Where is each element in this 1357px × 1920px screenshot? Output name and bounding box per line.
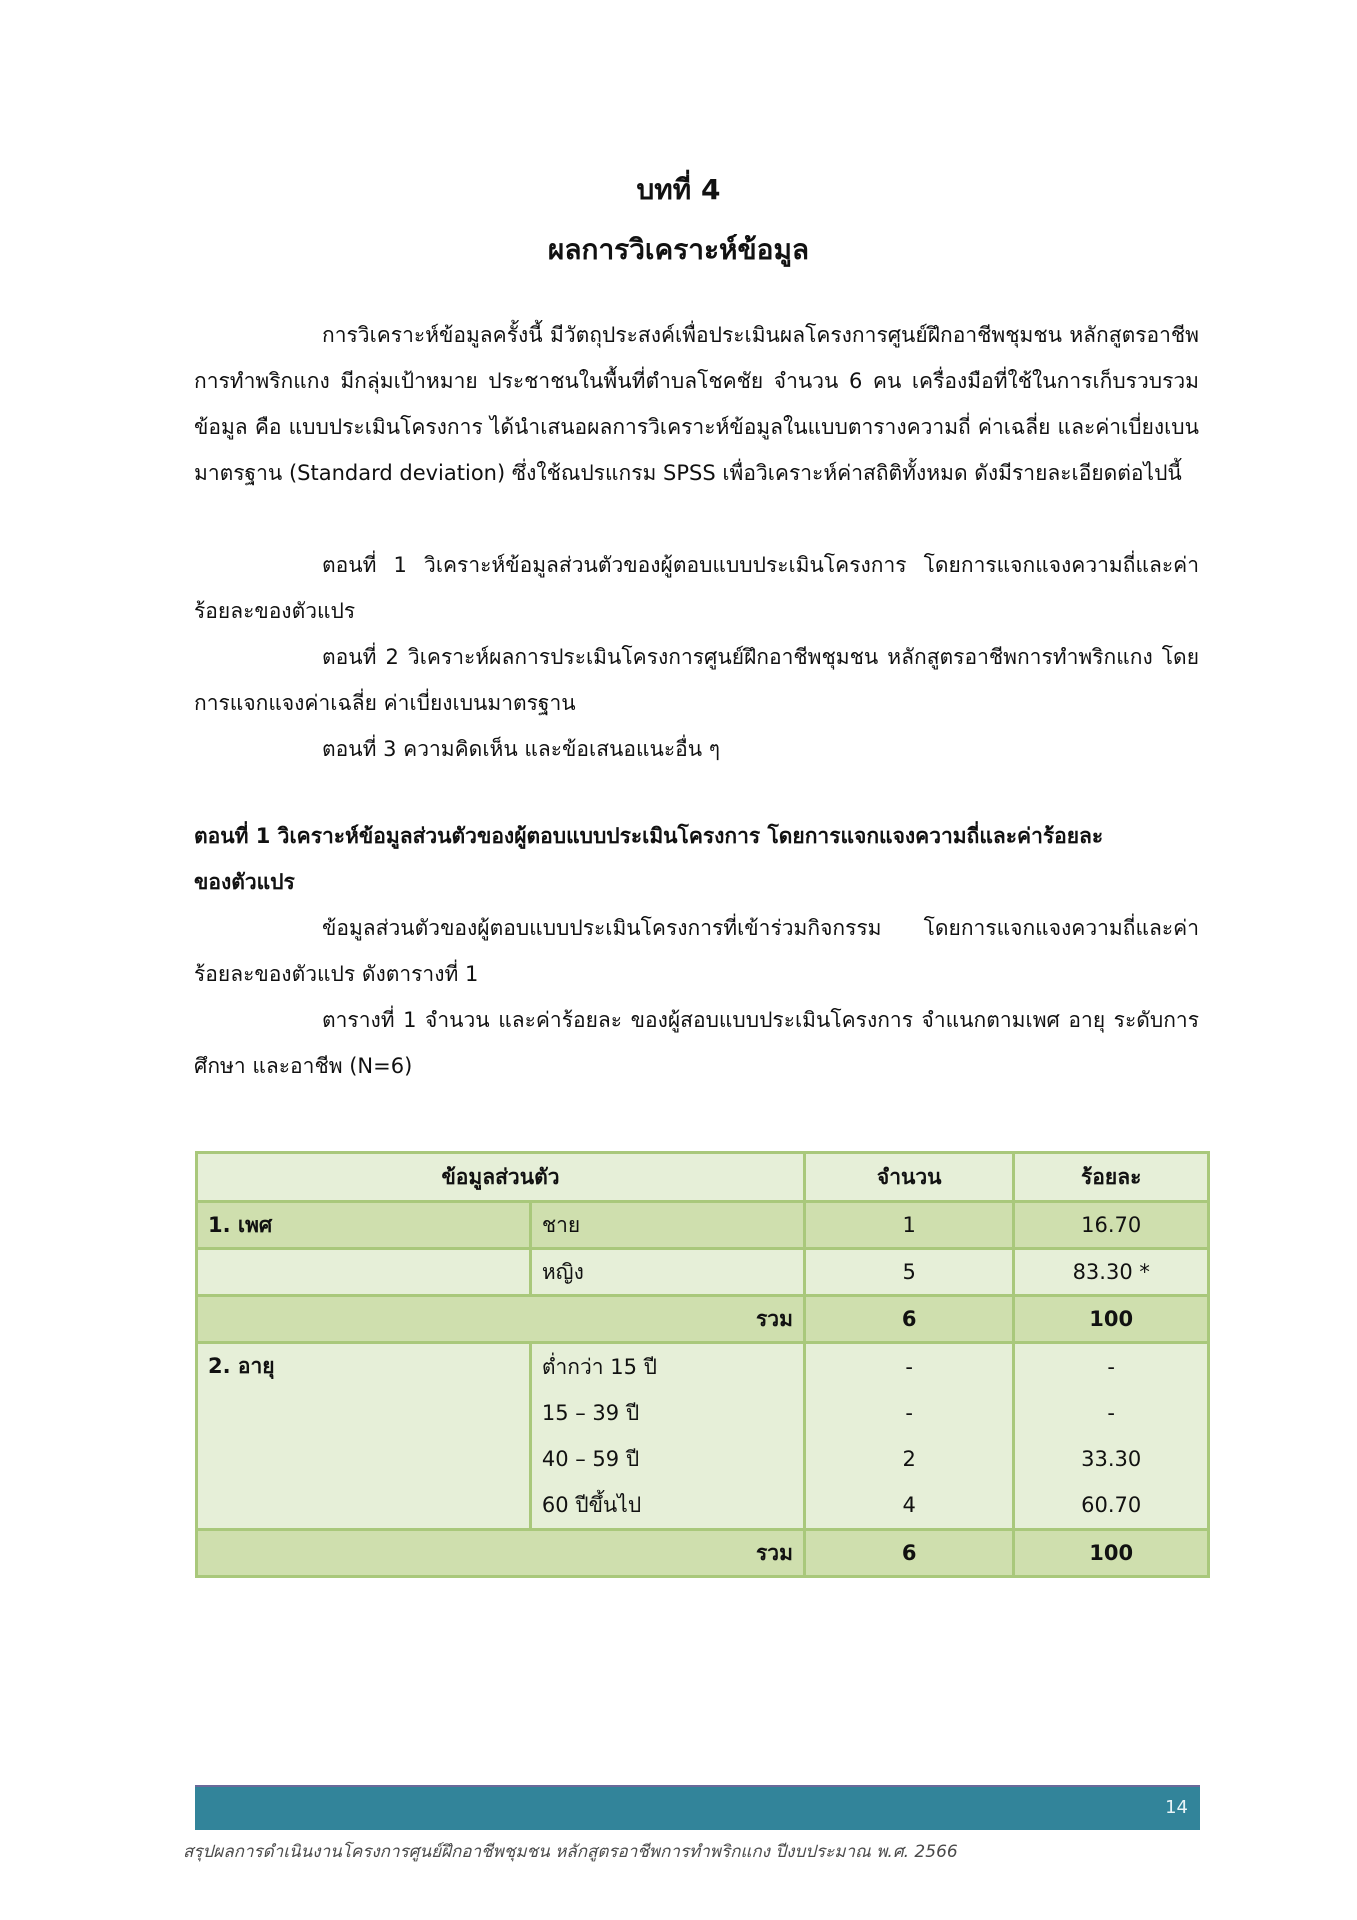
total-percent: 100 xyxy=(1014,1530,1209,1577)
total-count: 6 xyxy=(804,1530,1013,1577)
header-count: จำนวน xyxy=(804,1153,1013,1202)
category-gender: 1. เพศ xyxy=(197,1202,531,1249)
row-percent: - xyxy=(1014,1390,1209,1436)
personal-data-table xyxy=(195,1151,1210,1578)
section-heading: ตอนที่ 1 วิเคราะห์ข้อมูลส่วนตัวของผู้ตอบแบบประเมินโครงการ โดยการแจกแจงความถี่และค่าร้อยละของตัวแปร xyxy=(194,824,1104,894)
row-count: 5 xyxy=(804,1249,1013,1296)
row-percent: - xyxy=(1014,1343,1209,1391)
table-header-row xyxy=(197,1153,1209,1202)
header-personal-data: ข้อมูลส่วนตัว xyxy=(197,1153,805,1202)
page-number: 14 xyxy=(1165,1797,1188,1818)
row-item: หญิง xyxy=(530,1249,804,1296)
row-percent: 60.70 xyxy=(1014,1482,1209,1530)
row-percent: 16.70 xyxy=(1014,1202,1209,1249)
row-percent: 83.30 * xyxy=(1014,1249,1209,1296)
intro-paragraph: การวิเคราะห์ข้อมูลครั้งนี้ มีวัตถุประสงค์เพื่อประเมินผลโครงการศูนย์ฝึกอาชีพชุมชน หลักสูตรอาชีพการทำพริกแกง มีกลุ่มเป้าหมาย ประชาชนในพื้นที่ตำบลโชคชัย จำนวน 6 คน เครื่องมือที่ใช้ในการเก็บรวบรวมข้อมูล คือ แบบประเมินโครงการ ได้นำเสนอผลการวิเคราะห์ข้อมูลในแบบตารางความถี่ ค่าเฉลี่ย และค่าเบี่ยงเบนมาตรฐาน (Standard deviation) ซึ่งใช้ณปรแกรม SPSS เพื่อวิเคราะห์ค่าสถิติทั้งหมด ดังมีรายละเอียดต่อไปนี้ xyxy=(194,323,1199,485)
row-count: - xyxy=(804,1390,1013,1436)
row-item: 15 – 39 ปี xyxy=(530,1390,804,1436)
section-body: ข้อมูลส่วนตัวของผู้ตอบแบบประเมินโครงการที่เข้าร่วมกิจกรรม โดยการแจกแจงความถี่และค่าร้อยละของตัวแปร ดังตารางที่ 1 xyxy=(194,916,1199,986)
table-row xyxy=(197,1249,1209,1296)
row-item: ต่ำกว่า 15 ปี xyxy=(530,1343,804,1391)
empty-cell xyxy=(197,1249,531,1296)
part3-paragraph: ตอนที่ 3 ความคิดเห็น และข้อเสนอแนะอื่น ๆ xyxy=(322,737,721,761)
part1-paragraph: ตอนที่ 1 วิเคราะห์ข้อมูลส่วนตัวของผู้ตอบแบบประเมินโครงการ โดยการแจกแจงความถี่และค่าร้อยละของตัวแปร xyxy=(194,553,1199,623)
row-count: 1 xyxy=(804,1202,1013,1249)
row-item: ชาย xyxy=(530,1202,804,1249)
table-row xyxy=(197,1202,1209,1249)
row-count: 4 xyxy=(804,1482,1013,1530)
total-label: รวม xyxy=(197,1296,805,1343)
chapter-title: ผลการวิเคราะห์ข้อมูล xyxy=(547,233,810,266)
chapter-number: บทที่ 4 xyxy=(636,173,721,206)
table-caption: ตารางที่ 1 จำนวน และค่าร้อยละ ของผู้สอบแบบประเมินโครงการ จำแนกตามเพศ อายุ ระดับการศึกษา และอาชีพ (N=6) xyxy=(194,1008,1199,1078)
row-percent: 33.30 xyxy=(1014,1436,1209,1482)
total-percent: 100 xyxy=(1014,1296,1209,1343)
row-count: 2 xyxy=(804,1436,1013,1482)
table-total-row xyxy=(197,1296,1209,1343)
part2-paragraph: ตอนที่ 2 วิเคราะห์ผลการประเมินโครงการศูนย์ฝึกอาชีพชุมชน หลักสูตรอาชีพการทำพริกแกง โดยการแจกแจงค่าเฉลี่ย ค่าเบี่ยงเบนมาตรฐาน xyxy=(194,645,1199,715)
table-total-row xyxy=(197,1530,1209,1577)
footer-text: สรุปผลการดำเนินงานโครงการศูนย์ฝึกอาชีพชุมชน หลักสูตรอาชีพการทำพริกแกง ปีงบประมาณ พ.ศ. 2566 xyxy=(183,1842,958,1862)
footer-bar xyxy=(195,1785,1200,1830)
header-percent: ร้อยละ xyxy=(1014,1153,1209,1202)
row-item: 40 – 59 ปี xyxy=(530,1436,804,1482)
total-label: รวม xyxy=(197,1530,805,1577)
row-count: - xyxy=(804,1343,1013,1391)
category-age: 2. อายุ xyxy=(197,1343,531,1530)
table-row xyxy=(197,1343,1209,1391)
row-item: 60 ปีขึ้นไป xyxy=(530,1482,804,1530)
total-count: 6 xyxy=(804,1296,1013,1343)
